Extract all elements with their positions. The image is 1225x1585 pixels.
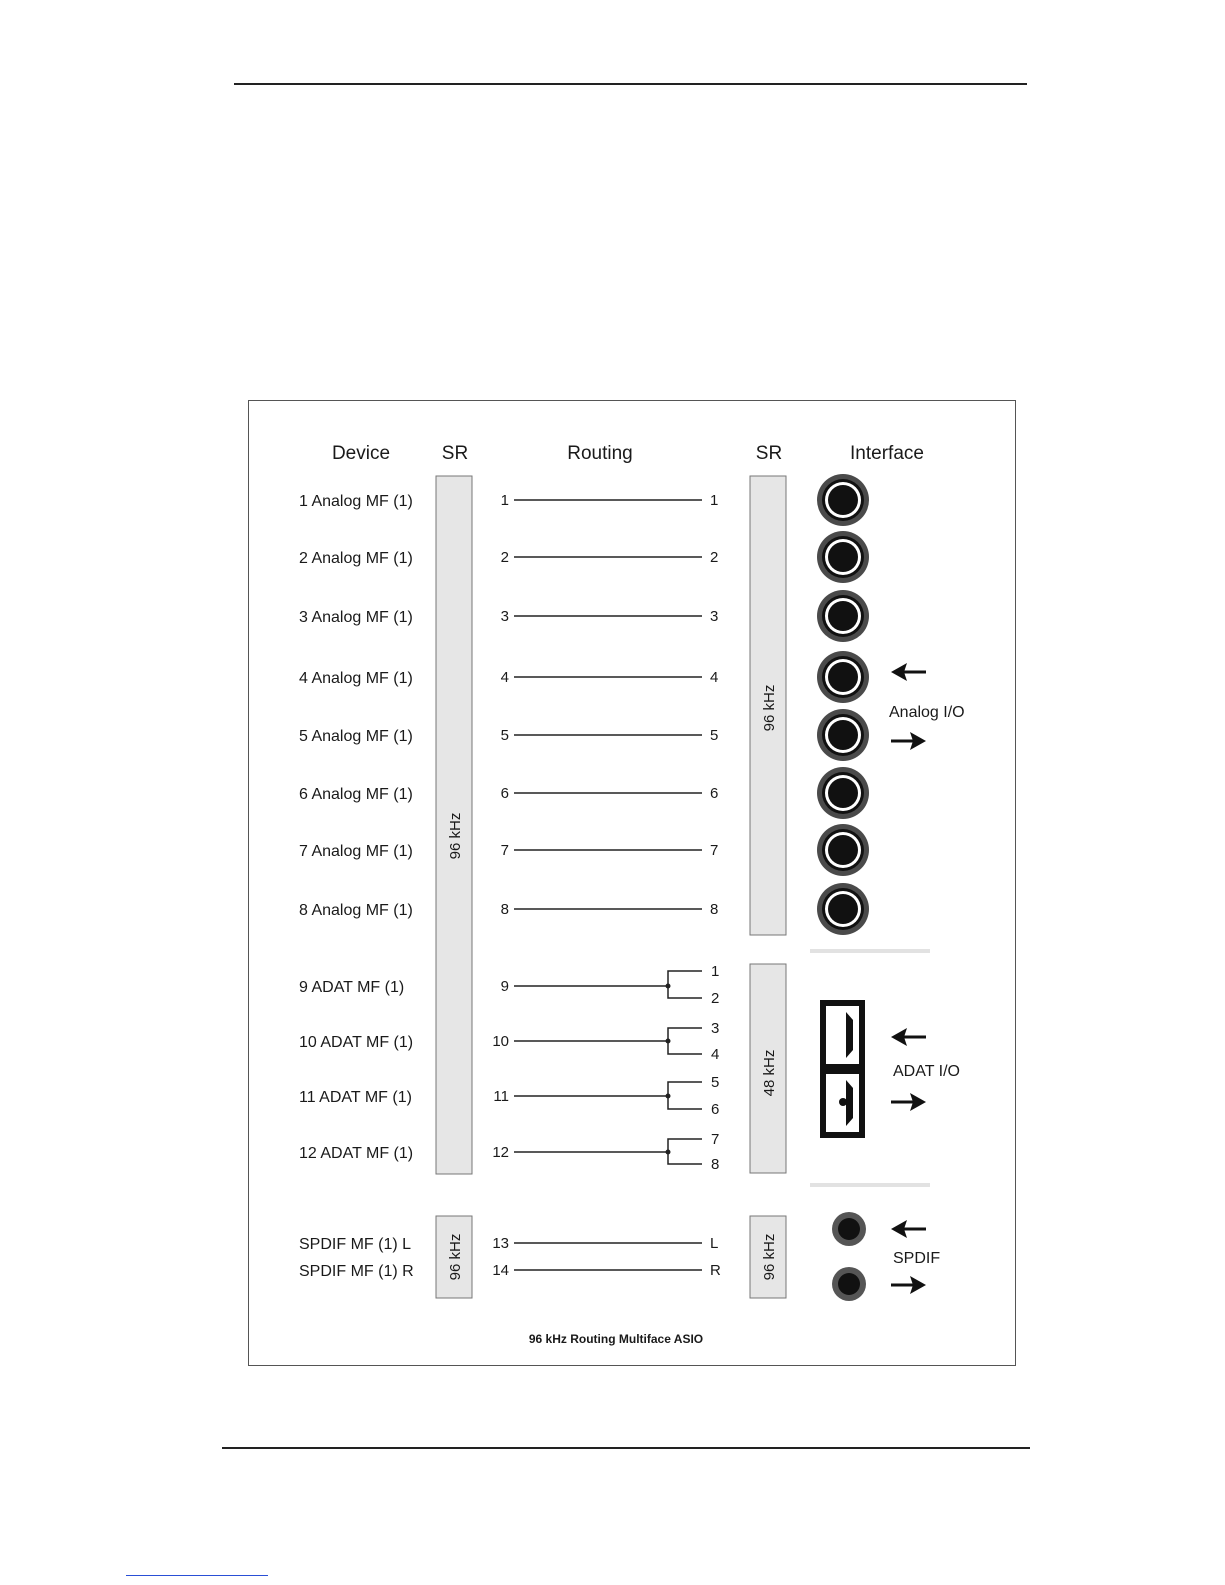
route-junction [666, 1094, 671, 1099]
device-label-8: 8 Analog MF (1) [299, 902, 413, 919]
route-out-label: 8 [710, 901, 719, 918]
route-in-label: 1 [500, 492, 509, 509]
device-label-group [299, 493, 414, 1280]
analog-jack-group [817, 474, 869, 935]
device-label-12: 12 ADAT MF (1) [299, 1145, 414, 1162]
route-8 [501, 901, 719, 918]
route-out-label: R [710, 1262, 721, 1279]
route-in-label: 14 [492, 1262, 509, 1279]
route-in-label: 9 [500, 978, 509, 995]
route-out-label: 6 [711, 1101, 720, 1118]
route-in-label: 8 [500, 901, 509, 918]
arrow-right-icon [891, 1093, 926, 1111]
route-split [668, 1028, 702, 1054]
route-in-label: 12 [492, 1144, 509, 1161]
analog-jack-6 [817, 767, 869, 819]
device-label-2: 2 Analog MF (1) [299, 550, 413, 567]
route-5 [501, 727, 719, 744]
route-out-label: 3 [710, 608, 719, 625]
header-sr-right: SR [755, 443, 783, 464]
route-out-label: 1 [711, 963, 720, 980]
sr-label-left-main: 96 kHz [447, 812, 464, 860]
route-3 [501, 608, 719, 625]
device-label-7: 7 Analog MF (1) [299, 843, 413, 860]
route-in-label: 11 [493, 1088, 509, 1105]
device-label-1: 1 Analog MF (1) [299, 493, 413, 510]
routing-group [492, 492, 721, 1279]
device-label-13: SPDIF MF (1) L [299, 1236, 412, 1253]
analog-jack-1 [817, 474, 869, 526]
analog-jack-4 [817, 651, 869, 703]
route-in-label: 6 [500, 785, 509, 802]
route-2 [501, 549, 719, 566]
route-in-label: 7 [500, 842, 509, 859]
interface-label-adat: ADAT I/O [893, 1063, 960, 1080]
device-label-10: 10 ADAT MF (1) [299, 1034, 414, 1051]
adat-port [820, 1000, 865, 1138]
route-in-label: 3 [500, 608, 509, 625]
route-in-label: 10 [492, 1033, 509, 1050]
route-out-label: 4 [711, 1046, 720, 1063]
route-split [668, 1082, 702, 1109]
route-out-label: 7 [710, 842, 719, 859]
route-out-label: 5 [711, 1074, 720, 1091]
route-out-label: 8 [711, 1156, 720, 1173]
route-out-label: 7 [711, 1131, 720, 1148]
analog-jack-7 [817, 824, 869, 876]
route-10 [492, 1020, 719, 1063]
route-7 [501, 842, 719, 859]
arrow-right-icon [891, 732, 926, 750]
device-label-3: 3 Analog MF (1) [299, 609, 413, 626]
route-4 [501, 669, 719, 686]
interface-label-spdif: SPDIF [893, 1250, 941, 1267]
route-out-label: 3 [711, 1020, 720, 1037]
route-14 [492, 1262, 721, 1279]
sr-label-right-adat: 48 kHz [761, 1049, 778, 1097]
header-sr-left: SR [441, 443, 469, 464]
route-junction [666, 1039, 671, 1044]
header-device: Device [331, 443, 391, 464]
device-label-9: 9 ADAT MF (1) [299, 979, 405, 996]
arrow-left-icon [891, 663, 926, 681]
route-in-label: 2 [500, 549, 509, 566]
analog-jack-5 [817, 709, 869, 761]
route-out-label: 2 [711, 990, 720, 1007]
header-routing: Routing [567, 443, 633, 464]
device-label-11: 11 ADAT MF (1) [299, 1089, 412, 1106]
sr-label-right-spdif: 96 kHz [761, 1233, 778, 1281]
analog-jack-2 [817, 531, 869, 583]
spdif-jack-in [832, 1212, 866, 1246]
diagram-caption: 96 kHz Routing Multiface ASIO [528, 1332, 704, 1346]
arrow-left-icon [891, 1220, 926, 1238]
route-split [668, 1139, 702, 1164]
sr-label-left-spdif: 96 kHz [447, 1233, 464, 1281]
route-out-label: 2 [710, 549, 719, 566]
device-label-4: 4 Analog MF (1) [299, 670, 413, 687]
route-in-label: 5 [500, 727, 509, 744]
device-label-6: 6 Analog MF (1) [299, 786, 413, 803]
route-out-label: 4 [710, 669, 719, 686]
route-out-label: L [710, 1235, 719, 1252]
route-split [668, 971, 702, 998]
route-11 [493, 1074, 719, 1118]
route-13 [492, 1235, 718, 1252]
analog-jack-3 [817, 590, 869, 642]
route-junction [666, 984, 671, 989]
interface-label-analog: Analog I/O [889, 704, 965, 721]
route-in-label: 13 [492, 1235, 509, 1252]
separator-analog-adat [810, 949, 930, 953]
analog-jack-8 [817, 883, 869, 935]
route-6 [501, 785, 719, 802]
route-12 [492, 1131, 719, 1173]
device-label-5: 5 Analog MF (1) [299, 728, 413, 745]
separator-adat-spdif [810, 1183, 930, 1187]
spdif-jack-out [832, 1267, 866, 1301]
arrow-right-icon [891, 1276, 926, 1294]
device-label-14: SPDIF MF (1) R [299, 1263, 414, 1280]
route-1 [501, 492, 719, 509]
header-interface: Interface [850, 443, 924, 464]
route-out-label: 1 [710, 492, 719, 509]
sr-label-right-analog: 96 kHz [761, 684, 778, 732]
route-junction [666, 1150, 671, 1155]
route-in-label: 4 [500, 669, 509, 686]
route-out-label: 6 [710, 785, 719, 802]
route-9 [501, 963, 720, 1007]
route-out-label: 5 [710, 727, 719, 744]
arrow-left-icon [891, 1028, 926, 1046]
